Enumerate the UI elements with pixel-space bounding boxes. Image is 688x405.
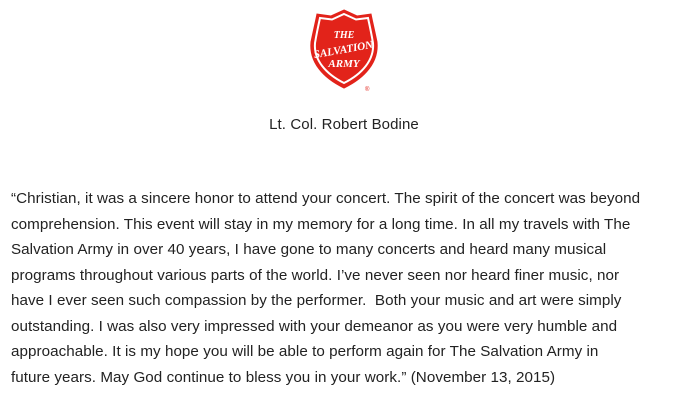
quote-line: outstanding. I was also very impressed with your demeanor as you were very humble and [11, 317, 618, 335]
quote-line: comprehension. This event will stay in my memory for a long time. In all my travels with The [11, 215, 631, 233]
logo-text-army: ARMY [328, 58, 360, 70]
quote-line: approachable. It is my hope you will be able to perform again for The Salvation Army in [11, 343, 599, 360]
quote-line: “Christian, it was a sincere honor to attend your concert. The spirit of the concert was beyond [11, 190, 641, 207]
quote-line: programs throughout various parts of the world. I’ve never seen nor heard finer music, nor [11, 266, 620, 284]
quote-line: future years. May God continue to bless you in your work.” (November 13, 2015) [11, 368, 556, 386]
salvation-army-logo [307, 8, 381, 92]
quote-line: have I ever seen such compassion by the performer. Both your music and art were simply [11, 292, 622, 309]
logo-text-the: THE [333, 30, 355, 41]
author-name: Lt. Col. Robert Bodine [269, 116, 419, 133]
registered-mark: ® [365, 87, 370, 92]
testimonial-quote [11, 186, 683, 390]
quote-line: Salvation Army in over 40 years, I have gone to many concerts and heard many musical [11, 241, 607, 258]
logo-text-salvation: SALVATION [312, 38, 375, 62]
salvation-army-shield-icon [307, 8, 381, 92]
